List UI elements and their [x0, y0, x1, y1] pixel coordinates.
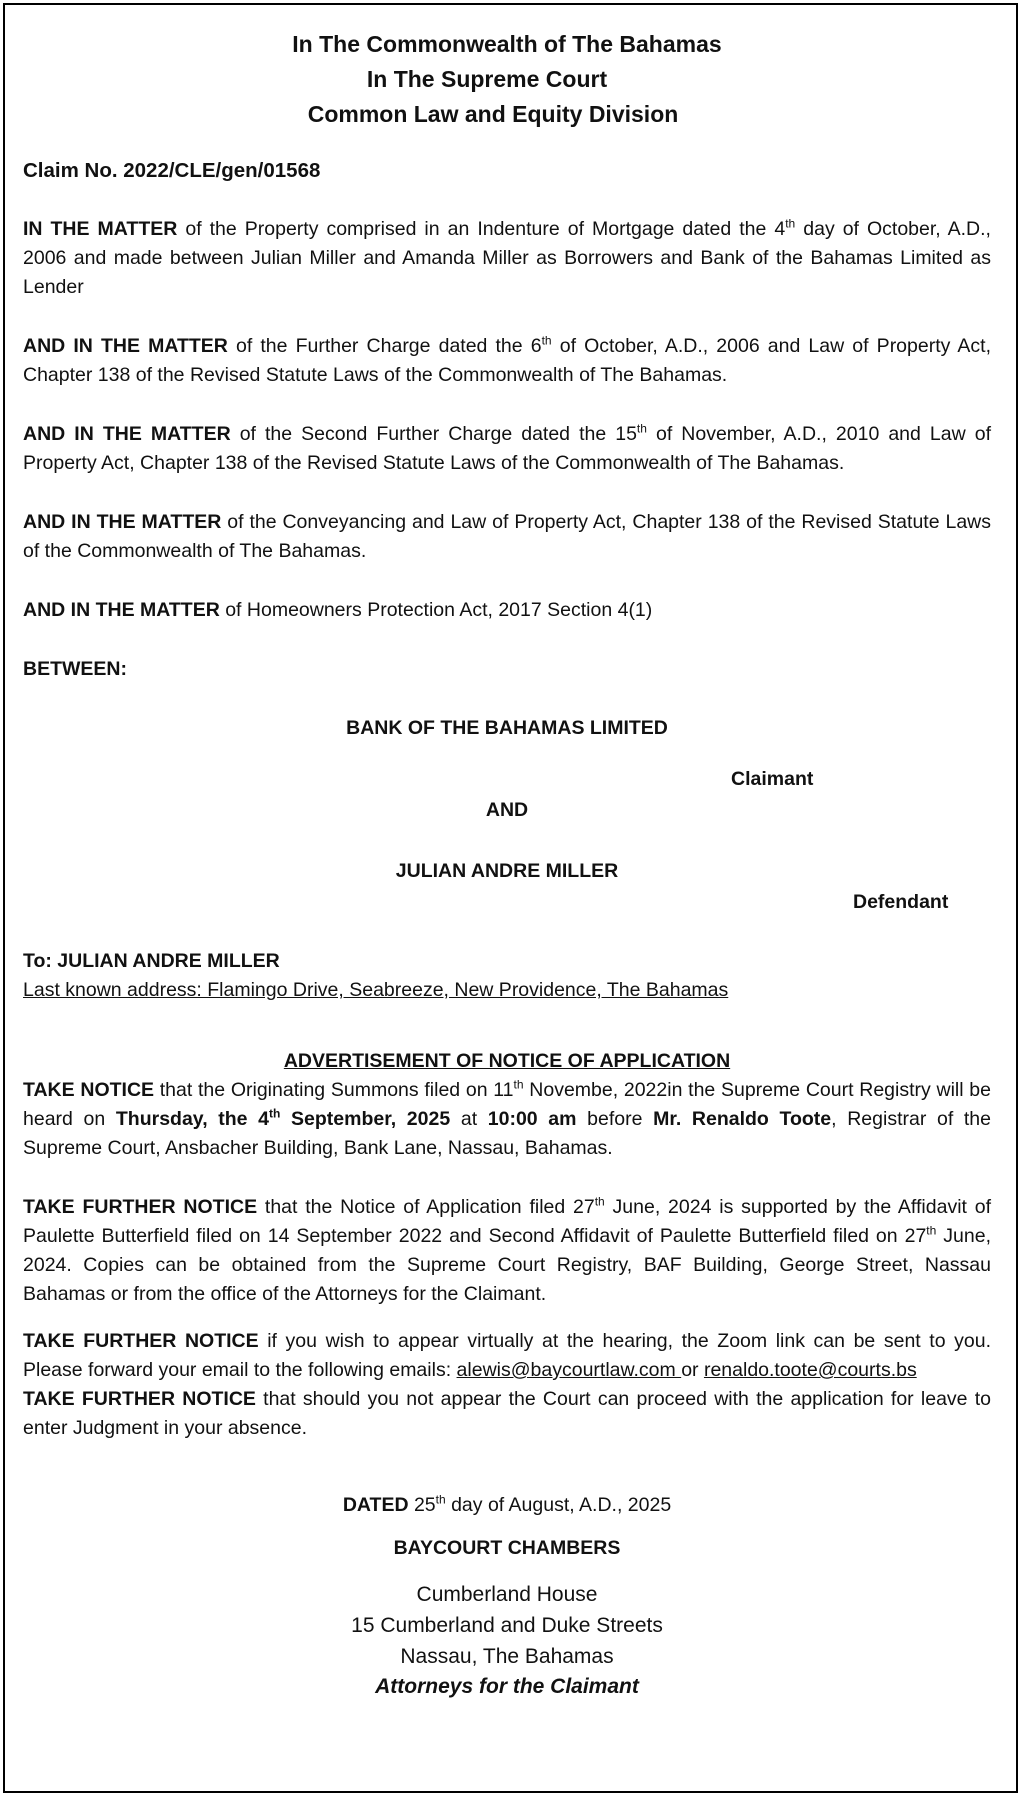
- notice-lead: TAKE FURTHER NOTICE: [23, 1196, 258, 1218]
- ordinal-sup: th: [513, 1077, 524, 1092]
- matter-text: of the Property comprised in an Indenture of Mortgage dated the 4: [177, 218, 786, 240]
- notice-text: Novembe, 2022in the Supreme Court Registry will be heard on: [23, 1079, 991, 1130]
- notice-text: or: [681, 1359, 704, 1381]
- defendant-name: JULIAN ANDRE MILLER: [395, 860, 619, 882]
- attorneys-label: Attorneys for the Claimant: [375, 1675, 639, 1698]
- advertisement-title: ADVERTISEMENT OF NOTICE OF APPLICATION: [283, 1050, 731, 1072]
- hearing-time: 10:00 am: [487, 1108, 577, 1130]
- take-notice-paragraph: [23, 1076, 991, 1163]
- registrar-name: Mr. Renaldo Toote: [653, 1108, 832, 1130]
- take-further-notice-absence: [23, 1385, 991, 1443]
- notice-text: that should you not appear the Court can proceed with the application for leave to enter Judgment in your absence.: [23, 1388, 992, 1439]
- matter-lead: AND IN THE MATTER: [23, 599, 220, 621]
- matter-text: of Homeowners Protection Act, 2017 Section 4(1): [219, 599, 653, 621]
- to-recipient: To: JULIAN ANDRE MILLER: [23, 950, 280, 972]
- address-line-1: Cumberland House: [416, 1583, 598, 1606]
- ordinal-sup: th: [785, 216, 796, 231]
- notice-text: at: [450, 1108, 488, 1130]
- header-commonwealth: In The Commonwealth of The Bahamas: [292, 31, 722, 57]
- notice-text: before: [576, 1108, 654, 1130]
- matter-paragraph-3: [23, 420, 991, 478]
- notice-lead: TAKE FURTHER NOTICE: [23, 1388, 256, 1410]
- notice-text: , Registrar of the Supreme Court, Ansbacher Building, Bank Lane, Nassau, Bahamas.: [23, 1108, 991, 1159]
- matter-text: of the Second Further Charge dated the 15: [230, 423, 637, 445]
- claim-number: Claim No. 2022/CLE/gen/01568: [23, 159, 321, 182]
- last-known-address: Last known address: Flamingo Drive, Seabreeze, New Providence, The Bahamas: [23, 979, 729, 1001]
- matter-paragraph-4: [23, 508, 991, 566]
- matter-text: day of October, A.D., 2006 and made between Julian Miller and Amanda Miller as Borrowers and Bank of the Bahamas Limited as Lender: [23, 218, 991, 298]
- header-division: Common Law and Equity Division: [307, 101, 679, 127]
- notice-text: June, 2024 is supported by the Affidavit of Paulette Butterfield filed on 14 September 2022 and Second Affidavit of Paulette Butterfield filed on 27: [23, 1196, 992, 1247]
- ordinal-sup: th: [636, 421, 647, 436]
- matter-text: of November, A.D., 2010 and Law of Property Act, Chapter 138 of the Revised Statute Laws of the Commonwealth of The Bahamas.: [23, 423, 991, 474]
- dated-lead: DATED: [342, 1494, 409, 1516]
- hearing-date: September, 2025: [280, 1108, 451, 1130]
- and-label: AND: [485, 799, 529, 821]
- claimant-name: BANK OF THE BAHAMAS LIMITED: [346, 717, 668, 739]
- between-label: BETWEEN:: [23, 658, 127, 680]
- matter-text: of the Conveyancing and Law of Property Act, Chapter 138 of the Revised Statute Laws of the Commonwealth of The Bahamas.: [23, 511, 992, 562]
- address-line-3: Nassau, The Bahamas: [400, 1645, 614, 1668]
- matter-lead: AND IN THE MATTER: [23, 423, 231, 445]
- ordinal-sup: th: [541, 333, 552, 348]
- hearing-date: Thursday, the 4: [115, 1108, 270, 1130]
- matter-paragraph-1: [23, 215, 991, 302]
- dated-text: 25: [408, 1494, 436, 1516]
- take-further-notice-zoom: [23, 1327, 991, 1385]
- dated-line: [23, 1491, 991, 1520]
- notice-text: June, 2024. Copies can be obtained from the Supreme Court Registry, BAF Building, George Street, Nassau Bahamas or from the office of the Attorneys for the Claimant.: [23, 1225, 991, 1305]
- matter-paragraph-5: [23, 596, 991, 625]
- notice-lead: TAKE NOTICE: [23, 1079, 155, 1101]
- ordinal-sup: th: [594, 1194, 605, 1209]
- take-further-notice-affidavit: [23, 1193, 991, 1309]
- notice-lead: TAKE FURTHER NOTICE: [23, 1330, 259, 1352]
- address-line-2: 15 Cumberland and Duke Streets: [351, 1614, 663, 1637]
- header-supreme-court: In The Supreme Court: [366, 66, 608, 92]
- matter-text: of October, A.D., 2006 and Law of Property Act, Chapter 138 of the Revised Statute Laws of the Commonwealth of The Bahamas.: [23, 335, 992, 386]
- email-link-renaldo[interactable]: renaldo.toote@courts.bs: [703, 1359, 917, 1381]
- matter-text: of the Further Charge dated the 6: [227, 335, 542, 357]
- defendant-label: Defendant: [853, 891, 949, 913]
- notice-document: [3, 3, 1018, 1793]
- dated-text: day of August, A.D., 2025: [445, 1494, 672, 1516]
- ordinal-sup: th: [269, 1106, 281, 1121]
- court-header: [23, 27, 991, 132]
- notice-text: that the Notice of Application filed 27: [257, 1196, 595, 1218]
- ordinal-sup: th: [435, 1492, 446, 1507]
- matter-lead: IN THE MATTER: [23, 218, 178, 240]
- matter-lead: AND IN THE MATTER: [23, 511, 222, 533]
- notice-text: if you wish to appear virtually at the hearing, the Zoom link can be sent to you. Please forward your email to the following emails:: [23, 1330, 992, 1381]
- ordinal-sup: th: [926, 1223, 937, 1238]
- claimant-label: Claimant: [731, 768, 814, 790]
- matter-paragraph-2: [23, 332, 991, 390]
- matter-lead: AND IN THE MATTER: [23, 335, 228, 357]
- notice-text: that the Originating Summons filed on 11: [154, 1079, 514, 1101]
- firm-address: [23, 1579, 991, 1672]
- firm-name: BAYCOURT CHAMBERS: [393, 1537, 621, 1559]
- email-link-alewis[interactable]: alewis@baycourtlaw.com: [456, 1359, 682, 1381]
